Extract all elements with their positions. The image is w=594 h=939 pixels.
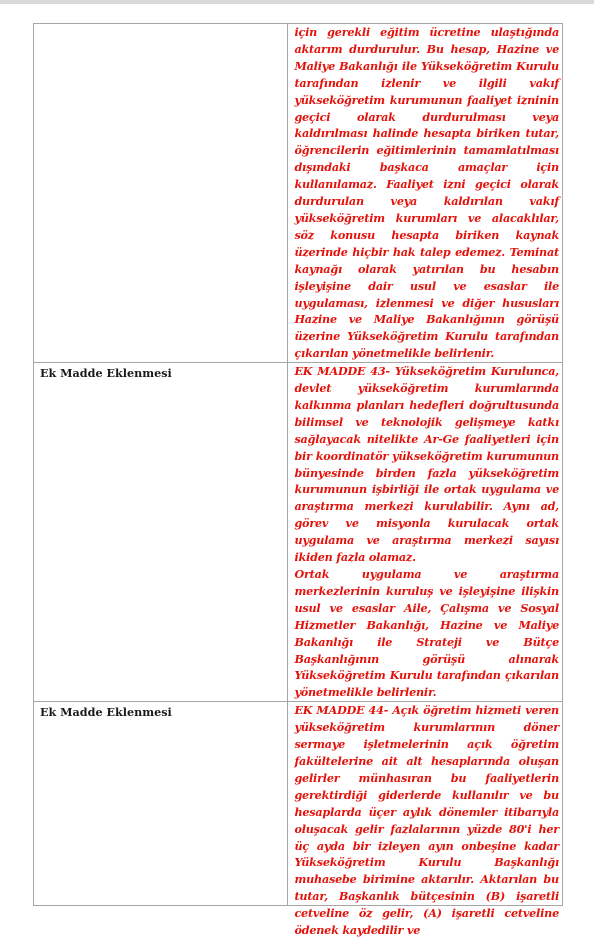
row-text-cell <box>288 363 563 702</box>
table-row <box>34 24 563 363</box>
article-paragraph: Ortak uygulama ve araştırma merkezlerinin kuruluş ve işleyişine ilişkin usul ve esaslar Aile, Çalışma ve Sosyal Hizmetler Bakanlığı, Hazine ve Maliye Bakanlığı ile Strateji ve Bütçe Başkanlığının görüşü alınarak Yükseköğretim Kurulu tarafından çıkarılan yönetmelikle belirlenir. <box>294 567 559 700</box>
row-label <box>34 24 287 26</box>
page-top-rule <box>0 0 594 4</box>
row-label: Ek Madde Eklenmesi <box>40 366 172 381</box>
table-row <box>34 702 563 906</box>
article-paragraph: için gerekli eğitim ücretine ulaştığında aktarım durdurulur. Bu hesap, Hazine ve Maliye Bakanlığı ile Yükseköğretim Kurulu tarafından izlenir ve ilgili vakıf yükseköğretim kurumunun faaliyet izninin geçici olarak durdurulması veya kaldırılması halinde hesapta biriken tutar, öğrencilerin eğitimlerinin tamamlatılması dışındaki başkaca amaçlar için kullanılamaz. Faaliyet izni geçici olarak durdurulan veya kaldırılan vakıf yükseköğretim kurumları ve alacaklılar, söz konusu hesapta biriken kaynak üzerinde hiçbir hak talep edemez. Teminat kaynağı olarak yatırılan bu hesabın işleyişine dair usul ve esaslar ile uygulaması, izlenmesi ve diğer hususları Hazine ve Maliye Bakanlığının görüşü üzerine Yükseköğretim Kurulu tarafından çıkarılan yönetmelikle belirlenir. <box>294 25 559 361</box>
table-row <box>34 363 563 702</box>
row-label-cell <box>34 363 288 702</box>
row-text-cell <box>288 24 563 363</box>
row-label-cell <box>34 702 288 906</box>
article-paragraph: EK MADDE 43- Yükseköğretim Kurulunca, devlet yükseköğretim kurumlarında kalkınma planları hedefleri doğrultusunda bilimsel ve teknolojik gelişmeye katkı sağlayacak nitelikte Ar-Ge faaliyetleri için bir koordinatör yükseköğretim kurumunun bünyesinde birden fazla yükseköğretim kurumunun işbirliği ile ortak uygulama ve araştırma merkezi kurulabilir. Aynı ad, görev ve misyonla kurulacak ortak uygulama ve araştırma merkezi sayısı ikiden fazla olamaz. <box>294 364 559 565</box>
row-label: Ek Madde Eklenmesi <box>40 705 172 720</box>
amendment-table <box>33 23 563 938</box>
row-text-cell <box>288 702 563 938</box>
article-paragraph: EK MADDE 44- Açık öğretim hizmeti veren yükseköğretim kurumlarının döner sermaye işletmelerinin açık öğretim fakültelerine ait alt hesaplarında oluşan gelirler münhasıran bu faaliyetlerin gerektirdiği giderlerde kullanılır ve bu hesaplarda üçer aylık dönemler itibarıyla oluşacak gelir fazlalarının yüzde 80'i her üç ayda bir izleyen ayın onbeşine kadar Yükseköğretim Kurulu Başkanlığı muhasebe birimine aktarılır. Aktarılan bu tutar, Başkanlık bütçesinin (B) işaretli cetveline öz gelir, (A) işaretli cetveline ödenek kaydedilir ve <box>294 703 559 938</box>
row-label-cell <box>34 24 288 363</box>
